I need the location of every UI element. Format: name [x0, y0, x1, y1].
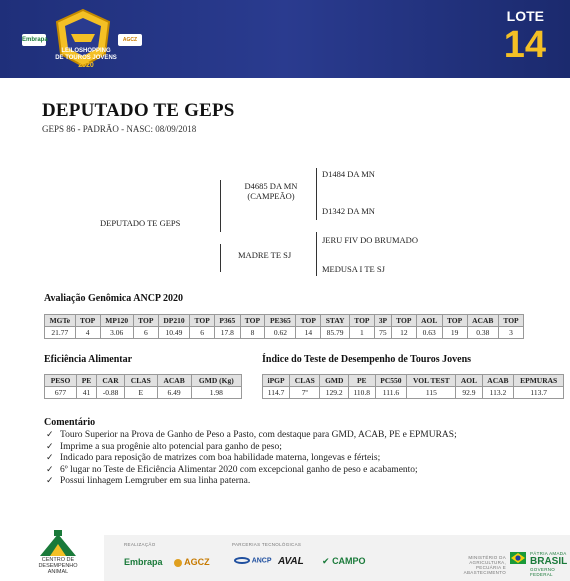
- lot-number: 14: [503, 24, 546, 66]
- genomic-header-cell: DP210: [158, 315, 189, 327]
- performance-value-cell: 113.7: [514, 387, 564, 399]
- pedigree-sire-dam: D1342 DA MN: [322, 206, 375, 216]
- performance-value-cell: 111.6: [375, 387, 407, 399]
- performance-header-cell: AOL: [456, 375, 482, 387]
- pedigree-line: [316, 168, 317, 220]
- genomic-header-cell: TOP: [391, 315, 416, 327]
- bull-subtitle: GEPS 86 - PADRÃO - NASC: 08/09/2018: [42, 124, 197, 134]
- genomic-header-cell: ACAB: [467, 315, 499, 327]
- efficiency-value-cell: -0.88: [97, 387, 125, 399]
- efficiency-header-cell: PESO: [45, 375, 77, 387]
- patria-text: PÁTRIA AMADA: [530, 551, 567, 556]
- genomic-value-cell: 0.62: [265, 327, 296, 339]
- genomic-header-cell: PE365: [265, 315, 296, 327]
- campo-check-icon: ✔: [322, 557, 330, 567]
- performance-header-cell: EPMURAS: [514, 375, 564, 387]
- genomic-value-cell: 0.38: [467, 327, 499, 339]
- genomic-header-cell: TOP: [75, 315, 100, 327]
- genomic-header-cell: TOP: [499, 315, 524, 327]
- pedigree-line: [316, 232, 317, 276]
- genomic-value-cell: 85.79: [321, 327, 350, 339]
- efficiency-header-cell: CAR: [97, 375, 125, 387]
- event-title-line2: DE TOUROS JOVENS: [55, 55, 117, 61]
- genomic-header-cell: P365: [215, 315, 240, 327]
- footer-realizacao-label: REALIZAÇÃO: [124, 542, 156, 547]
- pedigree-sire-name: D4685 DA MN: [244, 181, 298, 191]
- pedigree-sire-sire: D1484 DA MN: [322, 169, 375, 179]
- agcz-logo-text: AGCZ: [184, 557, 210, 567]
- event-title: [46, 48, 126, 62]
- performance-header-cell: GMD: [320, 375, 349, 387]
- comment-text: Touro Superior na Prova de Ganho de Peso a Pasto, com destaque para GMD, ACAB, PE e EPMURAS;: [60, 430, 457, 440]
- efficiency-value-cell: 6.49: [157, 387, 191, 399]
- performance-header-cell: VOL TEST: [407, 375, 456, 387]
- checkmark-icon: ✓: [46, 453, 54, 463]
- comment-item: [44, 442, 544, 454]
- brasil-text: BRASIL: [530, 556, 568, 567]
- comment-text: Indicado para reposição de matrizes com boa habilidade materna, longevas e férteis;: [60, 453, 381, 463]
- genomic-value-cell: 19: [442, 327, 467, 339]
- efficiency-header-cell: CLAS: [125, 375, 158, 387]
- genomic-header-cell: TOP: [349, 315, 374, 327]
- genomic-value-cell: 10.49: [158, 327, 189, 339]
- performance-header-row: [263, 375, 564, 387]
- pedigree-animal: DEPUTADO TE GEPS: [100, 218, 181, 228]
- agcz-circle-icon: [174, 559, 182, 567]
- genomic-header-cell: MP120: [100, 315, 133, 327]
- genomic-header-row: [45, 315, 524, 327]
- header-banner: [0, 0, 570, 78]
- performance-header-cell: ACAB: [482, 375, 514, 387]
- efficiency-header-row: [45, 375, 242, 387]
- performance-title: Índice do Teste de Desempenho de Touros Jovens: [262, 354, 472, 365]
- agcz-logo-small: AGCZ: [118, 34, 142, 46]
- lot-label: LOTE: [506, 8, 544, 24]
- comment-item: [44, 453, 544, 465]
- efficiency-value-cell: 41: [77, 387, 97, 399]
- genomic-value-cell: 0.63: [416, 327, 442, 339]
- genomic-title: Avaliação Genômica ANCP 2020: [44, 293, 183, 304]
- performance-header-cell: iPGP: [263, 375, 290, 387]
- ancp-swoosh-icon: [234, 557, 250, 564]
- efficiency-value-cell: 1.98: [191, 387, 241, 399]
- agcz-logo: [174, 557, 210, 567]
- genomic-header-cell: 3P: [374, 315, 391, 327]
- checkmark-icon: ✓: [46, 430, 54, 440]
- efficiency-value-cell: 677: [45, 387, 77, 399]
- genomic-header-cell: TOP: [133, 315, 158, 327]
- performance-value-cell: 129.2: [320, 387, 349, 399]
- genomic-value-cell: 21.77: [45, 327, 76, 339]
- genomic-header-cell: TOP: [442, 315, 467, 327]
- efficiency-title: Eficiência Alimentar: [44, 354, 133, 365]
- event-title-line1: LEILOSHOPPING: [61, 48, 111, 54]
- genomic-value-cell: 3: [499, 327, 524, 339]
- performance-table: [262, 374, 564, 399]
- ancp-logo: [234, 557, 272, 564]
- center-logo-line1: CENTRO DE: [41, 557, 75, 563]
- genomic-header-cell: AOL: [416, 315, 442, 327]
- event-logo: [18, 8, 158, 70]
- footer-parcerias-label: PARCERIAS TECNOLÓGICAS: [232, 542, 302, 547]
- comment-item: [44, 476, 544, 488]
- genomic-value-row: [45, 327, 524, 339]
- pedigree-line: [220, 244, 221, 272]
- performance-value-cell: 7º: [290, 387, 320, 399]
- ancp-logo-text: ANCP: [251, 557, 272, 565]
- checkmark-icon: ✓: [46, 441, 54, 452]
- gov-text: GOVERNO FEDERAL: [530, 567, 556, 577]
- center-logo-line3: ANIMAL: [47, 569, 69, 575]
- genomic-value-cell: 6: [133, 327, 158, 339]
- genomic-header-cell: TOP: [190, 315, 215, 327]
- pedigree-sire: [238, 181, 304, 201]
- comment-text: Possui linhagem Lemgruber em sua linha paterna.: [60, 476, 251, 486]
- genomic-value-cell: 3.06: [100, 327, 133, 339]
- genomic-header-cell: STAY: [321, 315, 350, 327]
- comment-item: [44, 430, 544, 442]
- center-logo-line2: DESEMPENHO: [38, 563, 78, 569]
- genomic-value-cell: 17.8: [215, 327, 240, 339]
- bull-name: DEPUTADO TE GEPS: [42, 100, 235, 121]
- center-logo-icon: [36, 528, 80, 558]
- performance-value-cell: 115: [407, 387, 456, 399]
- comment-item: [44, 465, 544, 477]
- comment-text: Imprime a sua progênie alto potencial para ganho de peso;: [60, 441, 282, 452]
- pedigree-dam-dam: MEDUSA I TE SJ: [322, 264, 385, 274]
- genomic-header-cell: MGTe: [45, 315, 76, 327]
- genomic-value-cell: 12: [391, 327, 416, 339]
- performance-header-cell: PE: [348, 375, 375, 387]
- genomic-value-cell: 1: [349, 327, 374, 339]
- performance-value-cell: 92.9: [456, 387, 482, 399]
- performance-value-row: [263, 387, 564, 399]
- genomic-table: [44, 314, 524, 339]
- performance-value-cell: 113.2: [482, 387, 514, 399]
- efficiency-value-cell: E: [125, 387, 158, 399]
- comments-title: Comentário: [44, 417, 96, 428]
- comment-text: 6º lugar no Teste de Eficiência Alimentar 2020 com excepcional ganho de peso e acabamento;: [60, 464, 418, 475]
- center-logo-text: [28, 557, 88, 575]
- efficiency-header-cell: ACAB: [157, 375, 191, 387]
- efficiency-header-cell: PE: [77, 375, 97, 387]
- performance-value-cell: 110.8: [348, 387, 375, 399]
- efficiency-header-cell: GMD (Kg): [191, 375, 241, 387]
- efficiency-table: [44, 374, 242, 399]
- pedigree-line: [220, 180, 221, 232]
- campo-logo: [322, 556, 366, 567]
- embrapa-logo-small: Embrapa: [22, 34, 46, 46]
- pedigree-dam: MADRE TE SJ: [238, 250, 292, 260]
- genomic-value-cell: 75: [374, 327, 391, 339]
- checkmark-icon: ✓: [46, 464, 54, 475]
- efficiency-value-row: [45, 387, 242, 399]
- genomic-value-cell: 6: [190, 327, 215, 339]
- pedigree-sire-note: (CAMPEÃO): [247, 191, 295, 201]
- brasil-flag-icon: [510, 551, 526, 563]
- ministry-text: MINISTÉRIO DA AGRICULTURA, PECUÁRIA E ABASTECIMENTO: [463, 555, 506, 575]
- embrapa-logo: Embrapa: [124, 557, 163, 567]
- aval-logo: AVAL: [278, 556, 304, 567]
- performance-header-cell: CLAS: [290, 375, 320, 387]
- pedigree-dam-sire: JERU FIV DO BRUMADO: [322, 235, 418, 245]
- comments-list: [44, 430, 544, 488]
- campo-logo-text: CAMPO: [332, 556, 366, 566]
- event-year: 2020: [78, 62, 94, 69]
- genomic-header-cell: TOP: [240, 315, 265, 327]
- performance-value-cell: 114.7: [263, 387, 290, 399]
- performance-header-cell: PC550: [375, 375, 407, 387]
- genomic-value-cell: 8: [240, 327, 265, 339]
- genomic-value-cell: 4: [75, 327, 100, 339]
- genomic-value-cell: 14: [296, 327, 321, 339]
- genomic-header-cell: TOP: [296, 315, 321, 327]
- checkmark-icon: ✓: [46, 476, 54, 486]
